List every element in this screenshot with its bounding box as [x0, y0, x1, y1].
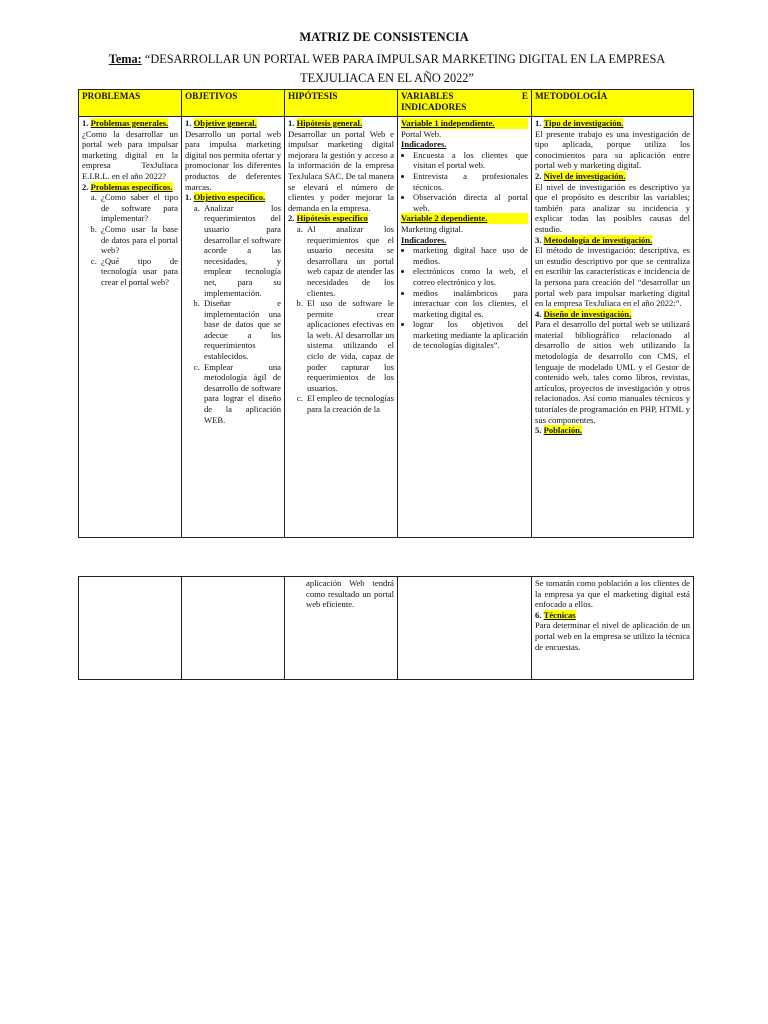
objetivos-general-heading: Objetive general. [193, 118, 257, 128]
hipotesis-general-heading: Hipótesis general. [296, 118, 363, 128]
theme-label: Tema: [108, 52, 142, 66]
header-metodologia: METODOLOGÍA [532, 90, 694, 117]
metodologia-num-1: 1. [535, 118, 542, 128]
header-problemas: PROBLEMAS [79, 90, 182, 117]
list-item: c. ¿Qué tipo de tecnología usar para crear el portal web? [99, 256, 178, 288]
poblacion-heading: Población. [543, 425, 583, 436]
metodologia-num-5: 5. [535, 425, 542, 436]
problemas-cell-cont [79, 577, 182, 680]
header-objetivos: OBJETIVOS [182, 90, 285, 117]
nivel-investigacion-heading: Nivel de investigación. [543, 170, 626, 181]
continuation-row [79, 577, 694, 680]
objetivos-specific-list [185, 203, 281, 425]
list-item: • electrónicos como la web, el correo electrónico y los. [413, 266, 528, 287]
list-item: c. El empleo de tecnologías para la creación de la [305, 393, 394, 414]
list-item: c. Emplear una metodología ágil de desarrollo de software para lograr el diseño de la aplicación WEB. [202, 362, 281, 426]
metodologia-investigacion-text: El método de investigación: descriptiva, es un estudio descriptivo por que se centraliza en escribir las características e incidencia de la persona para creación del “desarrollar un portal web para impulsar marketing digital en la empresa TexJuliaca en el año 2022:”. [535, 245, 690, 309]
variable-2-label: Variable 2 dependiente. [401, 213, 528, 224]
hipotesis-num-2: 2. [288, 213, 295, 224]
list-item: a. Analizar los requerimientos del usuario para desarrollar el software acorde a las necesidades, y emplear tecnología net, para su implementación. [202, 203, 281, 298]
content-row [79, 117, 694, 538]
metodologia-num-6: 6. [535, 609, 542, 620]
problemas-specific-heading: Problemas específicos. [90, 181, 173, 192]
theme-text: “DESARROLLAR UN PORTAL WEB PARA IMPULSAR MARKETING DIGITAL EN LA EMPRESA TEXJULIACA EN EL AÑO 2022” [141, 52, 666, 85]
poblacion-text: Se tomarán como población a los clientes de la empresa ya que el marketing digital está enfocado a ellos. [535, 578, 690, 610]
metodologia-cell [532, 117, 694, 538]
problemas-num-2: 2. [82, 181, 89, 192]
list-item: • Entrevista a profesionales técnicos. [413, 171, 528, 192]
consistency-matrix-continuation-table [78, 576, 694, 680]
hipotesis-num-1: 1. [288, 118, 295, 128]
list-item: • medios inalámbricos para interactuar con los clientes, el marketing digital es. [413, 288, 528, 320]
problemas-general-text: ¿Como la desarrollar un portal web para impulsar marketing digital en la empresa TexJuliaca E.I.R.L. en el año 2022? [82, 128, 178, 181]
objetivos-cell [182, 117, 285, 538]
list-item: • Encuesta a los clientes que visitan el portal web. [413, 150, 528, 171]
variable-1-label: Variable 1 independiente. [401, 118, 528, 129]
objetivos-num-2: 1. [185, 192, 192, 203]
problemas-specific-list [82, 192, 178, 287]
metodologia-num-4: 4. [535, 308, 542, 319]
indicadores-2-label: Indicadores. [401, 234, 447, 245]
list-item: b. Diseñar e implementación una base de datos que se adecue a los requerimientos establecidos. [202, 298, 281, 362]
list-item: a. ¿Como saber el tipo de software para implementar? [99, 192, 178, 224]
variables-cell [398, 117, 532, 538]
objetivos-cell-cont [182, 577, 285, 680]
objetivos-num-1: 1. [185, 118, 192, 128]
objetivos-specific-heading: Objetivo específico. [193, 192, 266, 203]
metodologia-num-2: 2. [535, 170, 542, 181]
hipotesis-specific-list [288, 224, 394, 415]
tipo-investigacion-text: El presente trabajo es una investigación de tipo aplicada, porque utiliza los conocimientos para su aplicación entre portal web y marketing digital. [535, 128, 690, 171]
problemas-num-1: 1. [82, 118, 89, 128]
indicadores-2-list [401, 245, 528, 351]
variable-1-value: Portal Web. [401, 128, 442, 139]
header-variables: VARIABLES E INDICADORES [398, 90, 532, 117]
variable-2-value: Marketing digital. [401, 223, 464, 234]
document-title: MATRIZ DE CONSISTENCIA [299, 30, 469, 44]
consistency-matrix-table [78, 89, 694, 538]
hipotesis-general-text: Desarrollar un portal Web e impulsar marketing digital mejorara la gestión y acceso a la información de la empresa TexJulaca SAC. De tal manera se elevará el número de clientes y poder mejorar la demanda en la empresa. [288, 128, 394, 213]
diseno-investigacion-heading: Diseño de investigación. [543, 308, 632, 319]
variables-cell-cont [398, 577, 532, 680]
diseno-investigacion-text: Para el desarrollo del portal web se utilizará material bibliográfico relacionado al desarrollo de sitios web utilizando la metodología de desarrollo con CMS, el lenguaje de modelado UML y el Gestor de contenido web, tales como libros, revistas, artículos, proyectos de investigación y otros relacionados. Así como manuales técnicos y tutoriales de programación en PHP, HTML y sus componentes. [535, 319, 690, 425]
hipotesis-cell [285, 117, 398, 538]
document-theme [82, 50, 692, 88]
tecnicas-text: Para determinar el nivel de aplicación de un portal web en la empresa se utilizo la técnica de encuestas. [535, 620, 690, 652]
hipotesis-continued-text: aplicación Web tendrá como resultado un portal web eficiente. [306, 578, 394, 610]
list-item: a. Al analizar los requerimientos que el usuario necesita se desarrollara un portal web capaz de atender las necesidades de los clientes. [305, 224, 394, 298]
metodologia-cell-cont [532, 577, 694, 680]
metodologia-investigacion-heading: Metodología de investigación. [543, 234, 653, 245]
tecnicas-heading: Técnicas [543, 609, 576, 620]
objetivos-general-text: Desarrollo un portal web para impulsa marketing digital nos permita ofertar y promocionar los diferentes productos de deferentes marcas. [185, 128, 281, 192]
hipotesis-specific-heading: Hipótesis específico [296, 213, 368, 224]
list-item: • marketing digital hace uso de medios. [413, 245, 528, 266]
hipotesis-cell-cont [285, 577, 398, 680]
indicadores-1-list [401, 150, 528, 214]
tipo-investigacion-heading: Tipo de investigación. [543, 118, 624, 128]
problemas-general-heading: Problemas generales. [90, 118, 169, 128]
nivel-investigacion-text: El nivel de investigación es descriptivo ya que el propósito es describir las variables; también para analizar su incidencia y explicar todas las posibles causas del estudio. [535, 181, 690, 234]
indicadores-1-label: Indicadores. [401, 139, 447, 150]
problemas-cell [79, 117, 182, 538]
list-item: b. ¿Como usar la base de datos para el portal web? [99, 224, 178, 256]
list-item: • Observación directa al portal web. [413, 192, 528, 213]
header-row [79, 90, 694, 117]
list-item: b. El uso de software le permite crear aplicaciones efectivas en la web. Al desarrollar un sistema utilizando el ciclo de vida, capaz de poder capturar los requerimientos de los usuarios. [305, 298, 394, 393]
header-hipotesis: HIPÓTESIS [285, 90, 398, 117]
metodologia-num-3: 3. [535, 234, 542, 245]
list-item: • lograr los objetivos del marketing mediante la aplicación de tecnologías digitales”. [413, 319, 528, 351]
